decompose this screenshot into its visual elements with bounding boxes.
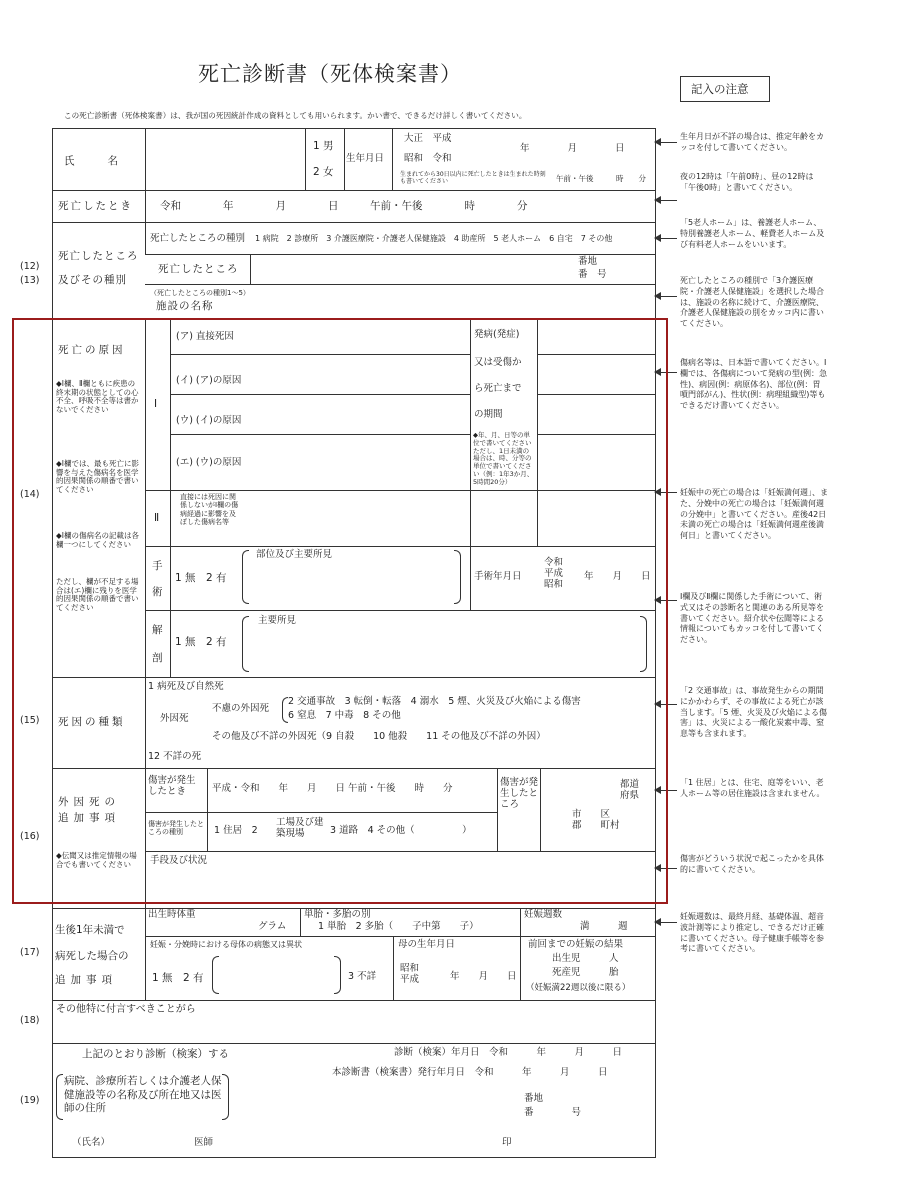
birth-weight-unit: グラム [258,921,287,932]
highlight-frame [12,318,668,904]
injury-place-type-label: 傷害が発生したところの種別 [148,820,204,837]
roman-1: Ⅰ [154,398,158,410]
single-multi-field[interactable]: 1 単胎 2 多胎（ 子中第 子） [318,921,479,932]
injury-place-label: 傷害が発生したところ [500,777,539,810]
maternal-label: 妊娠・分娩時における母体の病態又は異状 [150,940,302,949]
cause-note-4: ただし、欄が不足する場合は(エ)欄に残りを医学的因果関係の順番で書いてください [56,577,139,612]
section-17: (17) [20,947,40,958]
injury-place-options-1[interactable]: 1 住居 2 [214,825,258,836]
autopsy-option[interactable]: 1 無 2 有 [175,636,227,648]
note-cause: 傷病名等は、日本語で書いてください。Ⅰ欄では、各傷病について発病の型(例：急性)、病因(例：病原体名)、部位(例：胃噴門部がん)、性状(例：病理組織型)等もできるだけ書いてください。 [680,358,827,411]
dob-era-1[interactable]: 大正 平成 [404,133,452,144]
cause-note-1: ◆Ⅰ欄、Ⅱ欄ともに疾患の終末期の状態としての心不全、呼吸不全等は書かないでください [56,379,139,414]
cause-note-2: ◆Ⅰ欄では、最も死亡に影響を与えた傷病名を医学的因果関係の順番で書いてください [56,459,139,494]
injury-time-field[interactable]: 平成・令和 年 月 日 午前・午後 時 分 [212,783,453,794]
seal-label: 印 [502,1137,512,1148]
section-12: (12) [20,261,40,272]
name-field[interactable] [146,129,304,189]
section-18: (18) [20,1015,40,1026]
cause-note-3: ◆Ⅰ欄の傷病名の記載は各欄一つにしてください [56,531,139,549]
note-pregnancy: 妊娠中の死亡の場合は「妊娠満何週」、また、分娩中の死亡の場合は「妊娠満何週の分娩中」と書いてください。産後42日未満の死亡の場合は「妊娠満何週産後満何日」と書いてください。 [680,488,828,541]
autopsy-findings-label: 主要所見 [258,615,297,626]
note-gestation: 妊娠週数は、最終月経、基礎体温、超音波計測等により推定し、できるだけ正確に書いてください。母子健康手帳等を参考に書いてください。 [680,912,824,954]
cause-e-label: (エ) (ウ)の原因 [176,457,242,468]
notes-heading-box [680,76,770,102]
birth-weight-label: 出生時体重 [148,909,196,920]
external-label-1: 外因死の [58,796,120,808]
note-time: 夜の12時は「午前0時」、昼の12時は「午後0時」と書いてください。 [680,172,814,192]
surgery-option[interactable]: 1 無 2 有 [175,572,227,584]
doctor-label: 医師 [194,1137,214,1148]
doctor-name-field[interactable] [220,1134,500,1152]
single-multi-label: 単胎・多胎の別 [304,909,371,920]
infant-label-2: 病死した場合の [55,950,129,962]
surgery-ymd[interactable]: 年 月 日 [584,571,651,582]
dob-era-2[interactable]: 昭和 令和 [404,153,452,164]
intro-text: この死亡診断書（死体検案書）は、我が国の死因統計作成の資料としても用いられます。かい書で、できるだけ詳しく書いてください。 [64,111,527,120]
gestation-field[interactable]: 満 週 [580,921,628,932]
surgery-era[interactable]: 令和 平成 昭和 [544,557,564,590]
cause-label: 死亡の原因 [58,344,126,356]
maternal-unknown[interactable]: 3 不詳 [348,971,377,982]
kind-other-external[interactable]: その他及び不詳の外因死（9 自殺 10 他殺 11 その他及び不詳の外因） [212,731,546,742]
stillbirth-field[interactable]: 死産児 胎 [552,967,619,978]
injury-pref: 都道 府県 [620,779,640,801]
sex-female-option[interactable]: 2 女 [313,166,334,178]
sign-statement: 上記のとおり診断（検案）する [82,1048,229,1060]
place-label: 死亡したところ [158,263,239,275]
note-dob: 生年月日が不詳の場合は、推定年齢をカッコを付して書いてください。 [680,132,824,152]
kind-accident-label: 不慮の外因死 [212,703,270,714]
mother-dob-label: 母の生年月日 [398,939,456,950]
kind-external-label: 外因死 [160,713,189,724]
surgery-label-1: 手 [152,560,163,572]
place-field[interactable] [251,255,571,283]
kind-natural[interactable]: 1 病死及び自然死 [148,681,224,692]
note-surgery: Ⅰ欄及びⅡ欄に関係した手術について、術式又はその診断名と関連のある所見等を書いてください。紹介状や伝聞等による情報についてもカッコを付して書いてください。 [680,592,824,645]
maternal-field[interactable] [220,958,332,990]
cause-ii-note: 直接には死因に関係しないがⅠ欄の傷病経過に影響を及ぼした傷病名等 [180,493,239,527]
autopsy-label-1: 解 [152,624,163,636]
section-16: (16) [20,831,40,842]
issue-date[interactable]: 本診断書（検案書）発行年月日 令和 年 月 日 [332,1067,608,1078]
infant-label-3: 追加事項 [55,974,117,986]
place-bango: 番 号 [578,269,607,280]
onset-note: ◆年、月、日等の単位で書いてください ただし、1日未満の場合は、時、分等の単位で書いてください（例：1年3か月、5時間20分） [473,431,538,486]
cause-u-label: (ウ) (イ)の原因 [176,415,242,426]
note-accident: 「2 交通事故」は、事故発生からの期間にかかわらず、その事故による死亡が該当します。「5 煙、火災及び火焔による傷害」は、火災による一酸化炭素中毒、窒息等も含まれます。 [680,686,827,739]
surgery-label-2: 術 [152,586,163,598]
maternal-option[interactable]: 1 無 2 有 [152,972,204,984]
autopsy-label-2: 剖 [152,652,163,664]
onset-label-1: 発病(発症) [474,329,520,340]
facility-field[interactable] [250,288,650,316]
note-facility: 死亡したところの種別で「3介護医療院・介護老人保健施設」を選択した場合は、施設の名称に続けて、介護医療院、介護老人保健施設の別をカッコ内に書いてください。 [680,276,824,329]
note-method: 傷害がどういう状況で起こったかを具体的に書いてください。 [680,854,824,874]
death-time-label: 死亡したとき [58,200,133,212]
section-13: (13) [20,275,40,286]
injury-place-options-3[interactable]: 3 道路 4 その他（ ） [330,825,472,836]
section-15: (15) [20,715,40,726]
dob-label: 生年月日 [346,153,385,164]
mother-dob-era[interactable]: 昭和 平成 [400,963,420,985]
place-label-2: 及びその種別 [58,274,127,286]
injury-place-options-2[interactable]: 工場及び建築現場 [276,817,324,839]
cause-i-label: (イ) (ア)の原因 [176,375,242,386]
method-label: 手段及び状況 [150,855,208,866]
section-14: (14) [20,489,40,500]
born-time-note: 生まれてから30日以内に死亡したときは生まれた時刻も書いてください [400,171,546,186]
death-time-field[interactable]: 令和 年 月 日 午前・午後 時 分 [160,200,528,212]
place-type-options[interactable]: 1 病院 2 診療所 3 介護医療院・介護老人保健施設 4 助産所 5 老人ホーム 6 自宅 7 その他 [255,234,613,243]
notes-heading: 記入の注意 [691,82,749,96]
surgery-findings-label: 部位及び主要所見 [256,549,333,560]
prev-pregnancy-label: 前回までの妊娠の結果 [528,939,624,950]
roman-2: Ⅱ [154,512,160,524]
facility-label: 施設の名称 [156,300,214,312]
name-label: 氏 名 [64,155,122,167]
infant-label-1: 生後1年未満で [55,924,125,936]
dob-ymd[interactable]: 年 月 日 [520,143,625,154]
sign-banchi: 番地 [524,1093,544,1104]
surgery-date-label: 手術年月日 [474,571,522,582]
cause-a-label: (ア) 直接死因 [176,331,234,342]
place-label-1: 死亡したところ [58,250,139,262]
place-banchi: 番地 [578,256,598,267]
stillbirth-note: （妊娠満22週以後に限る） [526,983,631,993]
injury-city: 市 区 郡 町村 [572,809,620,831]
external-label-2: 追加事項 [58,812,120,824]
other-label: その他特に付言すべきことがら [56,1004,196,1015]
kind-label: 死因の種類 [58,716,126,728]
sex-male-option[interactable]: 1 男 [313,140,334,152]
other-field[interactable] [56,1018,651,1041]
sign-bango: 番 号 [524,1107,582,1118]
born-time-field[interactable]: 午前・午後 時 分 [556,174,646,183]
place-type-label: 死亡したところの種別 [150,233,246,244]
mother-dob-ymd[interactable]: 年 月 日 [450,971,517,982]
kind-accident-1[interactable]: 2 交通事故 3 転倒・転落 4 溺水 5 煙、火災及び火焔による傷害 [288,696,581,707]
kind-unknown[interactable]: 12 不詳の死 [148,751,202,762]
hospital-label: 病院、診療所若しくは介護老人保健施設等の名称及び所在地又は医師の住所 [64,1075,222,1115]
onset-label-3: ら死亡まで [474,383,522,394]
section-19: (19) [20,1095,40,1106]
hospital-field[interactable] [240,1084,650,1124]
doctor-name-label: （氏名） [72,1137,111,1148]
note-residence: 「1 住居」とは、住宅、庭等をいい、老人ホーム等の居住施設は含まれません。 [680,778,825,798]
diag-date[interactable]: 診断（検案）年月日 令和 年 月 日 [394,1047,623,1058]
kind-accident-2[interactable]: 6 窒息 7 中毒 8 その他 [288,710,401,721]
live-birth-field[interactable]: 出生児 人 [552,953,619,964]
page-title: 死亡診断書（死体検案書） [198,62,462,86]
gestation-label: 妊娠週数 [524,909,563,920]
note-nursing-home: 「5老人ホーム」は、養護老人ホーム、特別養護老人ホーム、軽費老人ホーム及び有料老人ホームをいいます。 [680,218,825,249]
facility-note: （死亡したところの種別1〜5） [150,289,250,297]
external-note: ◆伝聞又は推定情報の場合でも書いてください [56,851,137,869]
onset-label-4: の期間 [474,409,503,420]
onset-label-2: 又は受傷か [474,357,522,368]
injury-time-label: 傷害が発生したとき [148,775,196,797]
